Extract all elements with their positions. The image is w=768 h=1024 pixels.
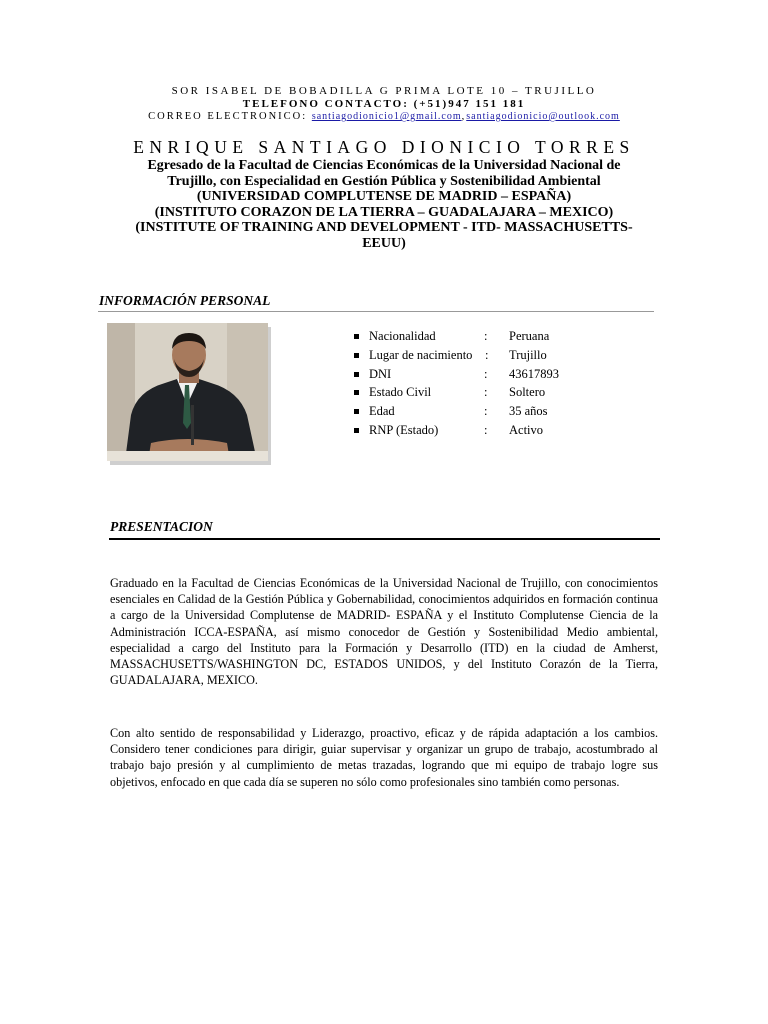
- bullet-icon: [354, 372, 359, 377]
- info-label: Nacionalidad: [369, 329, 436, 343]
- subtitle-line: EEUU): [362, 235, 406, 251]
- info-label: Estado Civil: [369, 385, 432, 400]
- person-name: ENRIQUE SANTIAGO DIONICIO TORRES: [133, 137, 635, 157]
- bullet-icon: [354, 390, 359, 395]
- subtitle-line: (UNIVERSIDAD COMPLUTENSE DE MADRID – ESPAÑA): [196, 189, 572, 204]
- bullet-icon: [354, 353, 359, 358]
- section-divider: [109, 538, 660, 540]
- address-line: SOR ISABEL DE BOBADILLA G PRIMA LOTE 10 – TRUJILLO: [171, 85, 597, 97]
- info-value: Activo: [509, 422, 544, 437]
- info-label: Edad: [369, 404, 395, 419]
- email-label: CORREO ELECTRONICO:: [148, 111, 312, 122]
- info-value: 35 años: [509, 404, 548, 419]
- bullet-icon: [354, 409, 359, 414]
- subtitle-line: Egresado de la Facultad de Ciencias Económicas de la Universidad Nacional de: [147, 158, 621, 173]
- email-link-outlook[interactable]: santiagodionicio@outlook.com: [466, 111, 620, 122]
- info-separator: :: [484, 385, 488, 400]
- presentation-paragraph: Graduado en la Facultad de Ciencias Económicas de la Universidad Nacional de Trujillo, con conocimientos esenciales en Calidad de la Gestión Pública y Gobernabilidad, conocimientos adquiridos en formación continua a cargo de la Universidad Complutense de MADRID- ESPAÑA y el Instituto Complutense Ciencia de la Administración ICCA-ESPAÑA, así mismo conocedor de Gestión y Sostenibilidad Medio ambiental, especialidad a cargo del Instituto para la Formación y Desarrollo (ITD) en la ciudad de Amherst, MASSACHUSETTS/WASHINGTON DC, ESTADOS UNIDOS, y del Instituto Corazón de la Tierra, GUADALAJARA, MEXICO.: [110, 576, 658, 688]
- email-separator: ,: [461, 111, 467, 122]
- subtitle-block: [100, 158, 668, 251]
- bullet-icon: [354, 428, 359, 433]
- info-separator: :: [485, 347, 489, 362]
- info-label: Lugar de nacimiento: [369, 347, 473, 362]
- email-link-gmail[interactable]: santiagodionicio1@gmail.com: [311, 111, 462, 122]
- personal-info-heading: INFORMACIÓN PERSONAL: [99, 293, 271, 308]
- profile-photo: [107, 323, 268, 461]
- subtitle-line: Trujillo, con Especialidad en Gestión Pública y Sostenibilidad Ambiental: [167, 173, 601, 189]
- info-value: Peruana: [509, 329, 550, 343]
- subtitle-line: (INSTITUTE OF TRAINING AND DEVELOPMENT - ITD- MASSACHUSETTS-: [135, 220, 633, 235]
- email-line: [0, 110, 768, 123]
- subtitle-line: (INSTITUTO CORAZON DE LA TIERRA – GUADALAJARA – MEXICO): [154, 204, 614, 220]
- info-value: Trujillo: [509, 347, 547, 362]
- info-value: 43617893: [509, 366, 559, 381]
- presentation-paragraph: Con alto sentido de responsabilidad y Liderazgo, proactivo, eficaz y de rápida adaptación a los cambios. Considero tener condiciones para dirigir, guiar supervisar y organizar un grupo de trabajo, acostumbrado al trabajo bajo presión y al cumplimiento de metas trazadas, logrando que mi equipo de trabajo logre sus objetivos, enfocado en que cada día se superen no sólo como profesionales sino también como personas.: [110, 726, 658, 789]
- presentation-heading: PRESENTACION: [110, 519, 213, 534]
- info-separator: :: [484, 329, 488, 343]
- phone-line: TELEFONO CONTACTO: (+51)947 151 181: [242, 98, 526, 110]
- section-divider: [98, 311, 654, 312]
- info-separator: :: [484, 422, 488, 437]
- info-label: DNI: [369, 366, 392, 381]
- info-separator: :: [484, 366, 488, 381]
- bullet-icon: [354, 334, 359, 339]
- info-separator: :: [484, 404, 488, 419]
- info-value: Soltero: [509, 385, 546, 400]
- info-label: RNP (Estado): [369, 422, 439, 437]
